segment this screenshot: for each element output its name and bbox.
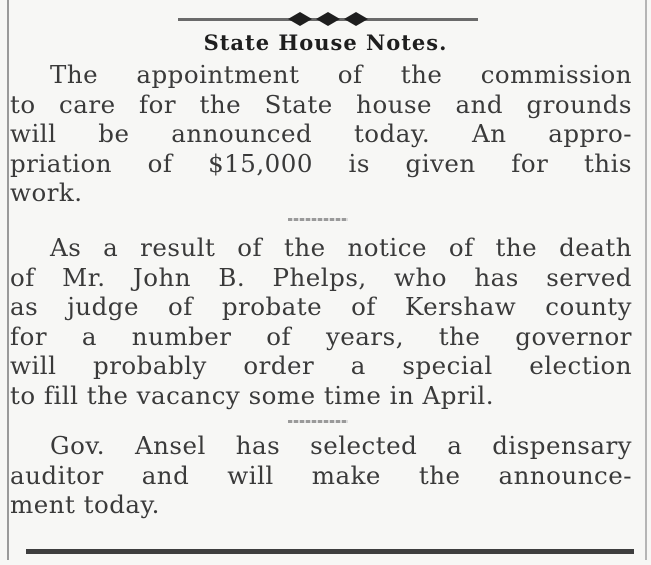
paragraph-line: as judge of probate of Kershaw county bbox=[10, 292, 632, 321]
paragraph-line: work. bbox=[10, 178, 83, 207]
paragraph-line: The appointment of the commission bbox=[50, 60, 632, 89]
section-separator bbox=[288, 420, 348, 423]
paragraph-line: of Mr. John B. Phelps, who has served bbox=[10, 262, 632, 292]
paragraph-line: As a result of the notice of the death bbox=[50, 233, 632, 262]
paragraph-line: Gov. Ansel has selected a dispensary bbox=[50, 431, 632, 460]
paragraph-line: will be announced today. An appro- bbox=[10, 119, 632, 148]
paragraph-dispensary bbox=[10, 431, 632, 520]
right-column-rule bbox=[645, 0, 647, 560]
section-separator bbox=[288, 218, 348, 221]
paragraph-line: will probably order a special election bbox=[10, 351, 632, 380]
ornament-diamond-right bbox=[344, 12, 368, 26]
paragraph-line: for a number of years, the governor bbox=[10, 321, 632, 351]
paragraph-line: to fill the vacancy some time in April. bbox=[10, 380, 495, 410]
top-ornament-rule bbox=[178, 8, 478, 30]
bottom-rule bbox=[26, 549, 634, 554]
paragraph-line: to care for the State house and grounds bbox=[10, 89, 632, 119]
ornament-diamond-left bbox=[288, 12, 312, 26]
article-heading: State House Notes. bbox=[203, 30, 448, 55]
paragraph-phelps bbox=[10, 233, 632, 410]
paragraph-line: priation of $15,000 is given for this bbox=[10, 148, 632, 178]
paragraph-commission bbox=[10, 60, 632, 208]
paragraph-line: ment today. bbox=[10, 490, 160, 519]
ornament-diamond-center bbox=[316, 12, 340, 26]
left-column-rule bbox=[7, 0, 9, 560]
paragraph-line: auditor and will make the announce- bbox=[10, 460, 632, 490]
